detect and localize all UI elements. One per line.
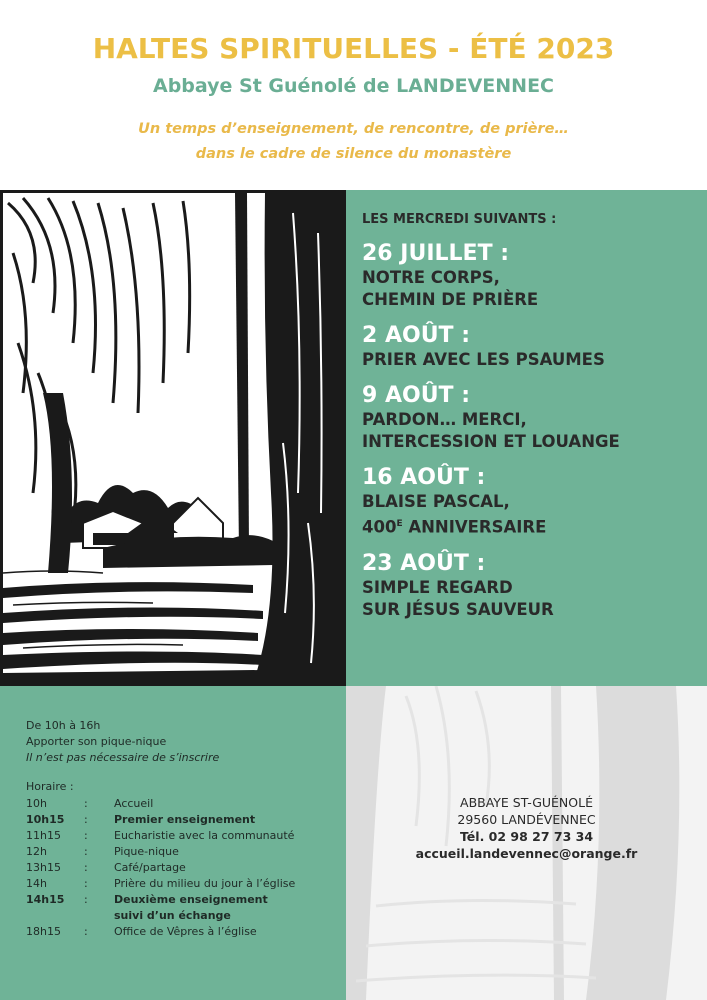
- event-title-line: CHEMIN DE PRIÈRE: [362, 290, 539, 309]
- event-title-line: SUR JÉSUS SAUVEUR: [362, 599, 554, 619]
- event-title-line: SIMPLE REGARD: [362, 577, 513, 597]
- practical-info: [26, 718, 219, 766]
- tagline: [0, 117, 707, 167]
- event-title-line: PARDON… MERCI,: [362, 410, 527, 429]
- event-date: 2 AOÛT :: [362, 323, 471, 348]
- anniversary-number: 400: [362, 517, 397, 537]
- tagline-line-2: dans le cadre de silence du monastère: [195, 146, 512, 162]
- contact-address: [346, 794, 707, 862]
- schedule-row: [26, 828, 336, 844]
- event-item: [362, 383, 702, 453]
- schedule-separator: :: [84, 797, 88, 810]
- opening-hours: De 10h à 16h: [26, 719, 101, 732]
- schedule-separator: :: [84, 893, 88, 906]
- schedule-activity: Café/partage: [114, 861, 186, 874]
- schedule-time: 14h15: [26, 893, 65, 906]
- program-intro: LES MERCREDI SUIVANTS :: [362, 212, 557, 227]
- practical-info-panel: [0, 686, 346, 1000]
- schedule-activity-line: suivi d’un échange: [114, 909, 231, 922]
- event-date: 16 AOÛT :: [362, 465, 486, 490]
- schedule-separator: :: [84, 877, 88, 890]
- header: [0, 0, 707, 190]
- event-item: [362, 323, 702, 371]
- event-title-line: INTERCESSION ET LOUANGE: [362, 432, 620, 451]
- schedule-activity: Accueil: [114, 797, 154, 810]
- schedule-time: 13h15: [26, 861, 61, 874]
- anniversary-word: ANNIVERSAIRE: [402, 517, 547, 537]
- schedule-separator: :: [84, 845, 88, 858]
- schedule-activity: Pique-nique: [114, 845, 179, 858]
- schedule-row: [26, 844, 336, 860]
- event-title-line: [362, 513, 702, 539]
- abbey-subtitle: Abbaye St Guénolé de LANDEVENNEC: [153, 75, 554, 97]
- schedule-list: [26, 796, 336, 940]
- poster-title: HALTES SPIRITUELLES - ÉTÉ 2023: [92, 32, 615, 65]
- event-item: [362, 465, 702, 539]
- schedule-activity: Office de Vêpres à l’église: [114, 925, 257, 938]
- postal-city: 29560 LANDÉVENNEC: [457, 812, 596, 827]
- schedule-time: 10h: [26, 797, 47, 810]
- event-item: [362, 241, 702, 311]
- schedule-time: 14h: [26, 877, 47, 890]
- email-address[interactable]: accueil.landevennec@orange.fr: [415, 846, 638, 861]
- forest-landscape-image: [3, 193, 346, 683]
- schedule-row: [26, 812, 336, 828]
- schedule-activity: Prière du milieu du jour à l’église: [114, 877, 296, 890]
- schedule-heading: Horaire :: [26, 780, 74, 793]
- schedule-row: [26, 924, 336, 940]
- program-panel: [346, 190, 707, 686]
- contact-panel: [346, 686, 707, 1000]
- event-date: 26 JUILLET :: [362, 241, 510, 266]
- tagline-line-1: Un temps d’enseignement, de rencontre, de prière…: [138, 121, 569, 137]
- event-title-line: BLAISE PASCAL,: [362, 492, 510, 511]
- picnic-note: Apporter son pique-nique: [26, 735, 167, 748]
- schedule-separator: :: [84, 813, 88, 826]
- abbey-name: ABBAYE ST-GUÉNOLÉ: [460, 795, 593, 810]
- event-item: [362, 551, 702, 621]
- schedule-time: 10h15: [26, 813, 65, 826]
- schedule-row: [26, 892, 336, 924]
- woodcut-illustration: [0, 190, 346, 686]
- schedule-row: [26, 796, 336, 812]
- event-title-line: NOTRE CORPS,: [362, 268, 500, 287]
- schedule-separator: :: [84, 861, 88, 874]
- event-title-line: PRIER AVEC LES PSAUMES: [362, 350, 605, 369]
- event-date: 23 AOÛT :: [362, 550, 486, 576]
- schedule-time: 18h15: [26, 925, 61, 938]
- registration-note: Il n’est pas nécessaire de s’inscrire: [26, 751, 220, 764]
- event-date: 9 AOÛT :: [362, 383, 471, 408]
- schedule-activity: [114, 892, 334, 924]
- schedule-row: [26, 860, 336, 876]
- schedule-separator: :: [84, 829, 88, 842]
- schedule-activity: Premier enseignement: [114, 813, 256, 826]
- schedule-activity: Eucharistie avec la communauté: [114, 829, 295, 842]
- schedule-row: [26, 876, 336, 892]
- schedule-time: 11h15: [26, 829, 61, 842]
- ordinal-suffix: E: [396, 519, 403, 529]
- schedule-activity-line: Deuxième enseignement: [114, 893, 268, 906]
- phone-number: Tél. 02 98 27 73 34: [459, 829, 594, 844]
- schedule-separator: :: [84, 925, 88, 938]
- schedule-time: 12h: [26, 845, 47, 858]
